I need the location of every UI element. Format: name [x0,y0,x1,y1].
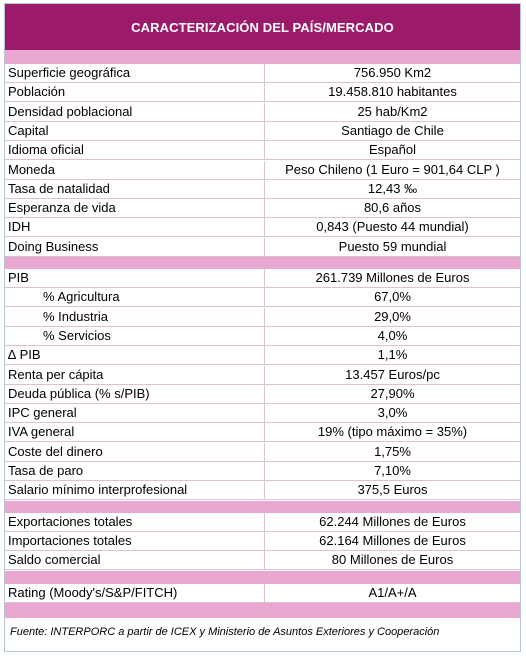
row-label: ∆ PIB [8,347,41,363]
row-value: 7,10% [374,463,411,478]
row-value: Santiago de Chile [341,122,444,138]
section-separator [5,571,520,584]
table-row [5,366,520,385]
row-value: 29,0% [374,308,411,324]
table-row [5,83,520,102]
row-label: Saldo comercial [8,552,101,568]
table-row [5,180,520,199]
table-row [5,308,520,327]
row-label: Moneda [8,161,55,177]
table-row [5,346,520,365]
table-row [5,513,520,532]
table-row [5,462,520,481]
table-row [5,481,520,500]
row-label: Doing Business [8,238,99,254]
row-label: % Agricultura [43,289,120,305]
row-label: Importaciones totales [8,532,132,548]
row-value: 67,0% [374,289,411,305]
row-value: 12,43 ‰ [367,180,418,196]
row-value: 62.244 Millones de Euros [319,513,466,529]
row-label: Rating (Moody's/S&P/FITCH) [8,584,178,600]
table-row [5,238,520,257]
table-row [5,269,520,288]
row-value: 3,0% [377,405,408,421]
table-row [5,103,520,122]
row-value: 0,843 (Puesto 44 mundial) [316,219,469,235]
section-separator [5,603,520,618]
section-separator [5,501,520,513]
row-value: 4,0% [377,327,408,343]
table-row [5,404,520,423]
row-label: % Industria [43,308,109,324]
row-label: IVA general [8,424,75,440]
table-row [5,423,520,442]
table-row [5,122,520,141]
section-separator [5,50,520,64]
row-label: Exportaciones totales [8,513,133,529]
table-title [5,4,520,50]
table-row [5,584,520,603]
row-value: 1,1% [377,347,408,363]
row-label: Deuda pública (% s/PIB) [8,385,150,401]
row-value: 25 hab/Km2 [357,103,428,119]
row-label: % Servicios [43,327,111,343]
row-label: Capital [8,122,49,138]
row-label: Esperanza de vida [8,200,116,216]
row-label: Población [8,84,66,100]
row-label: Renta per cápita [8,366,104,382]
row-label: Superficie geográfica [8,65,131,80]
source-note: Fuente: INTERPORC a partir de ICEX y Ministerio de Asuntos Exteriores y Cooperación [10,626,440,638]
row-label: Densidad poblacional [8,103,133,119]
table-row [5,161,520,180]
table-row [5,141,520,160]
row-value: Peso Chileno (1 Euro = 901,64 CLP ) [285,161,500,177]
row-value: 13.457 Euros/pc [345,366,440,382]
row-value: 756.950 Km2 [353,65,432,80]
row-value: Puesto 59 mundial [338,238,447,254]
table-row [5,551,520,570]
row-label: Tasa de natalidad [8,180,110,196]
row-label: IPC general [8,405,77,421]
row-value: 375,5 Euros [357,482,428,498]
row-value: 62.164 Millones de Euros [319,532,466,548]
row-value: 80 Millones de Euros [331,552,454,568]
row-label: Salario mínimo interprofesional [8,482,188,498]
table-row [5,218,520,237]
table-row [5,327,520,346]
row-label: Coste del dinero [8,443,103,459]
table-row [5,385,520,404]
characterization-table [4,3,521,652]
row-value: 80,6 años [363,200,422,216]
row-value: 19.458.810 habitantes [328,84,457,100]
table-row [5,443,520,462]
row-value: A1/A+/A [368,584,417,600]
table-row [5,532,520,551]
table-row [5,64,520,83]
row-label: PIB [8,270,29,285]
table-title-text: CARACTERIZACIÓN DEL PAÍS/MERCADO [131,19,394,35]
table-row [5,288,520,307]
row-label: IDH [8,219,31,235]
row-label: Idioma oficial [8,142,84,158]
row-value: 261.739 Millones de Euros [315,270,470,285]
row-value: 1,75% [374,443,411,459]
table-row [5,199,520,218]
row-value: Español [369,142,416,158]
section-separator [5,257,520,269]
row-value: 27,90% [370,385,415,401]
row-value: 19% (tipo máximo = 35%) [317,424,468,440]
row-label: Tasa de paro [8,463,84,478]
